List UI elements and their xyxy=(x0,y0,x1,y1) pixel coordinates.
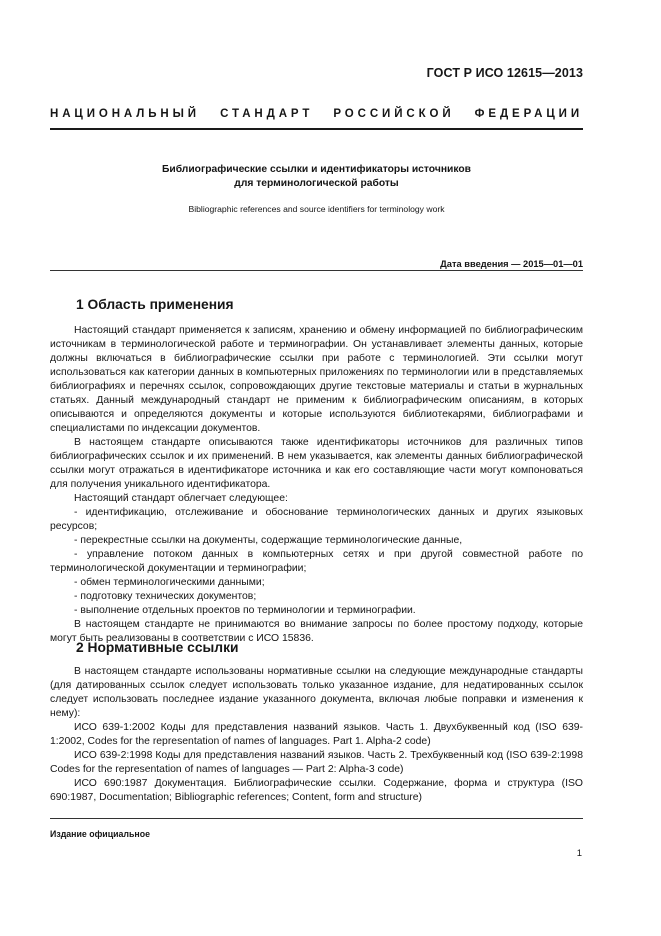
paragraph: В настоящем стандарте не принимаются во внимание запросы по более простому подходу, которые могут быть реализованы в соответствии с ИСО 15836. xyxy=(50,619,583,644)
section-1-body xyxy=(50,324,583,646)
list-item: - выполнение отдельных проектов по терминологии и терминографии. xyxy=(74,605,416,616)
section-2-body xyxy=(50,665,583,805)
document-code: ГОСТ Р ИСО 12615—2013 xyxy=(426,66,583,80)
title-russian-line1: Библиографические ссылки и идентификаторы источников xyxy=(161,164,472,175)
introduction-date: Дата введения — 2015—01—01 xyxy=(440,259,583,269)
paragraph: Настоящий стандарт применяется к записям, хранению и обмену информацией по библиографическим источникам в терминологической работе и терминографии. Он устанавливает элементы данных, которые должны включаться в библиографические ссылки при работе с терминологией. Эти ссылки могут использоваться как категории данных в компьютерных приложениях по терминологии или в представляемых библиографиях и перечнях ссылок, сопровождающих другие текстовые материалы и статьи в журнальных статьях. Данный международный стандарт не применим к библиографическим описаниям, в которых описываются и определяются документы и которые используются библиотекарями, библиографами и специалистами по индексации документов. xyxy=(50,325,583,434)
title-russian-line2: для терминологической работы xyxy=(234,178,399,189)
title-english: Bibliographic references and source identifiers for terminology work xyxy=(188,204,445,214)
list-item: - подготовку технических документов; xyxy=(74,591,257,602)
reference-item: ИСО 639-2:1998 Коды для представления названий языков. Часть 2. Трехбуквенный код (ISO 639-2:1998 Codes for the representation of names of languages — Part 2: Alpha-3 code) xyxy=(50,750,583,775)
paragraph: Настоящий стандарт облегчает следующее: xyxy=(74,493,288,504)
date-rule xyxy=(50,270,583,271)
reference-item: ИСО 639-1:2002 Коды для представления названий языков. Часть 1. Двухбуквенный код (ISO 639-1:2002, Codes for the representation of names of languages. Part 1. Alpha-2 code) xyxy=(50,722,583,747)
section-2-heading: 2 Нормативные ссылки xyxy=(76,640,239,655)
page-number: 1 xyxy=(576,848,582,859)
header-rule xyxy=(50,128,583,130)
reference-item: ИСО 690:1987 Документация. Библиографические ссылки. Содержание, форма и структура (ISO 690:1987, Documentation; Bibliographic references; Content, form and structure) xyxy=(50,778,583,803)
section-1-heading: 1 Область применения xyxy=(76,297,234,312)
paragraph: В настоящем стандарте использованы нормативные ссылки на следующие международные стандарты (для датированных ссылок следует использовать только указанное издание, для недатированных ссылок следует использовать последнее издание указанного документа, включая любые поправки и изменения к нему): xyxy=(50,666,583,719)
paragraph: В настоящем стандарте описываются также идентификаторы источников для различных типов библиографических ссылок и их применений. В нем указывается, как элементы данных библиографической ссылки могут отражаться в идентификаторе источника и как его составляющие части могут компоноваться для получения уникального идентификатора. xyxy=(50,437,583,490)
footer-rule xyxy=(50,818,583,819)
title-russian xyxy=(50,163,583,191)
list-item: - перекрестные ссылки на документы, содержащие терминологические данные, xyxy=(74,535,463,546)
list-item: - идентификацию, отслеживание и обоснование терминологических данных и других языковых ресурсов; xyxy=(50,507,583,532)
national-standard-banner: НАЦИОНАЛЬНЫЙ СТАНДАРТ РОССИЙСКОЙ ФЕДЕРАЦИИ xyxy=(50,108,583,120)
list-item: - управление потоком данных в компьютерных сетях и при другой совместной работе по терминологической документации и терминографии; xyxy=(50,549,583,574)
official-edition-label: Издание официальное xyxy=(50,829,150,839)
list-item: - обмен терминологическими данными; xyxy=(74,577,265,588)
